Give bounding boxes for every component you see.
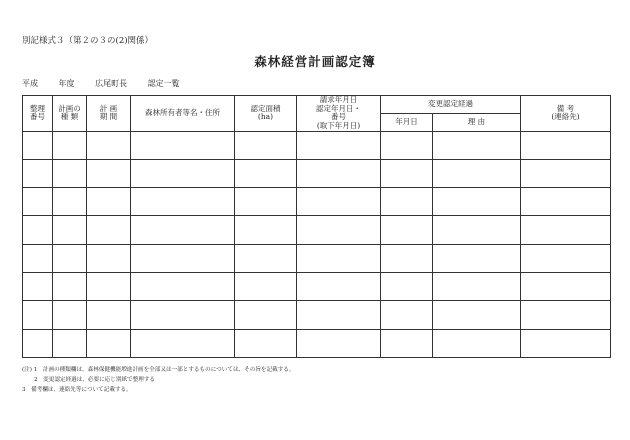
- table-cell[interactable]: [433, 244, 521, 272]
- notes: [22, 366, 295, 395]
- table-cell[interactable]: [521, 131, 611, 159]
- table-cell[interactable]: [131, 272, 235, 300]
- table-cell[interactable]: [87, 244, 131, 272]
- table-row: [23, 329, 611, 357]
- subheader-mayor: 広尾町長: [95, 79, 128, 88]
- table-cell[interactable]: [53, 188, 87, 216]
- table-cell[interactable]: [87, 301, 131, 329]
- table-cell[interactable]: [433, 301, 521, 329]
- table-cell[interactable]: [53, 329, 87, 357]
- table-cell[interactable]: [297, 329, 381, 357]
- table-cell[interactable]: [235, 244, 297, 272]
- table-cell[interactable]: [87, 329, 131, 357]
- table-cell[interactable]: [235, 329, 297, 357]
- header-change-date: 年月日: [381, 113, 433, 131]
- table-row: [23, 272, 611, 300]
- table-cell[interactable]: [297, 301, 381, 329]
- table-cell[interactable]: [521, 159, 611, 187]
- table-cell[interactable]: [53, 244, 87, 272]
- table-row: [23, 301, 611, 329]
- table-cell[interactable]: [23, 272, 53, 300]
- table-cell[interactable]: [131, 131, 235, 159]
- table-cell[interactable]: [235, 216, 297, 244]
- header-owner: 森林所有者等名・住所: [131, 96, 235, 132]
- table-cell[interactable]: [381, 188, 433, 216]
- table-cell[interactable]: [521, 216, 611, 244]
- table-cell[interactable]: [297, 216, 381, 244]
- table-cell[interactable]: [297, 272, 381, 300]
- table-cell[interactable]: [521, 329, 611, 357]
- subheader-fiscal-year: 年度: [58, 79, 75, 88]
- table-row: [23, 188, 611, 216]
- table-cell[interactable]: [131, 159, 235, 187]
- table-cell[interactable]: [23, 301, 53, 329]
- table-cell[interactable]: [433, 188, 521, 216]
- subheader: [22, 78, 198, 89]
- table-cell[interactable]: [235, 159, 297, 187]
- table-cell[interactable]: [23, 329, 53, 357]
- table-cell[interactable]: [87, 159, 131, 187]
- table-cell[interactable]: [131, 301, 235, 329]
- table-cell[interactable]: [87, 216, 131, 244]
- table-cell[interactable]: [433, 131, 521, 159]
- table-cell[interactable]: [297, 159, 381, 187]
- register-table: [22, 95, 611, 358]
- note-2: 2 変更認定経過は、必要に応じ別紙で整理する: [34, 376, 156, 383]
- table-row: [23, 131, 611, 159]
- header-area: 認定面積 (ha): [235, 96, 297, 132]
- table-cell[interactable]: [131, 216, 235, 244]
- table-cell[interactable]: [87, 131, 131, 159]
- table-cell[interactable]: [87, 272, 131, 300]
- table-cell[interactable]: [381, 329, 433, 357]
- table-cell[interactable]: [433, 159, 521, 187]
- table-cell[interactable]: [521, 244, 611, 272]
- table-cell[interactable]: [53, 301, 87, 329]
- header-change-reason: 理 由: [433, 113, 521, 131]
- table-cell[interactable]: [297, 244, 381, 272]
- table-cell[interactable]: [23, 131, 53, 159]
- subheader-list: 認定一覧: [147, 79, 180, 88]
- table-cell[interactable]: [23, 159, 53, 187]
- table-cell[interactable]: [235, 188, 297, 216]
- page-title: 森林経営計画認定簿: [254, 54, 376, 69]
- note-3: 3 備考欄は、連絡先等について記載する。: [22, 386, 132, 393]
- table-cell[interactable]: [23, 216, 53, 244]
- header-remarks: 備 考 (連絡先): [521, 96, 611, 132]
- table-cell[interactable]: [433, 216, 521, 244]
- table-cell[interactable]: [433, 272, 521, 300]
- table-cell[interactable]: [53, 272, 87, 300]
- subheader-era: 平成: [22, 79, 38, 88]
- table-cell[interactable]: [131, 244, 235, 272]
- table-cell[interactable]: [381, 216, 433, 244]
- table-cell[interactable]: [131, 329, 235, 357]
- header-dates: 請求年月日 認定年月日・ 番号 (取下年月日): [297, 96, 381, 132]
- table-cell[interactable]: [53, 216, 87, 244]
- table-row: [23, 244, 611, 272]
- table-cell[interactable]: [235, 272, 297, 300]
- form-label: 別記様式３（第２の３の(2)関係）: [22, 36, 154, 46]
- table-cell[interactable]: [23, 188, 53, 216]
- table-cell[interactable]: [521, 188, 611, 216]
- table-row: [23, 159, 611, 187]
- table-cell[interactable]: [433, 329, 521, 357]
- table-cell[interactable]: [381, 301, 433, 329]
- table-cell[interactable]: [53, 131, 87, 159]
- table-cell[interactable]: [381, 272, 433, 300]
- table-cell[interactable]: [235, 301, 297, 329]
- header-change-history: 変更認定経過: [381, 96, 521, 114]
- table-cell[interactable]: [297, 188, 381, 216]
- table-cell[interactable]: [53, 159, 87, 187]
- table-cell[interactable]: [381, 244, 433, 272]
- table-row: [23, 216, 611, 244]
- table-cell[interactable]: [381, 159, 433, 187]
- header-number: 整理 番号: [23, 96, 53, 132]
- table-cell[interactable]: [131, 188, 235, 216]
- table-cell[interactable]: [235, 131, 297, 159]
- table-cell[interactable]: [297, 131, 381, 159]
- table-cell[interactable]: [521, 301, 611, 329]
- table-cell[interactable]: [23, 244, 53, 272]
- table-cell[interactable]: [87, 188, 131, 216]
- header-plan-type: 計画の 種 類: [53, 96, 87, 132]
- table-cell[interactable]: [381, 131, 433, 159]
- note-1: (注) 1 計画の種類欄は、森林保健機能増進計画を全部又は一部とするものについては、その旨を記載する。: [22, 367, 295, 373]
- header-plan-period: 計 画 期 間: [87, 96, 131, 132]
- table-cell[interactable]: [521, 272, 611, 300]
